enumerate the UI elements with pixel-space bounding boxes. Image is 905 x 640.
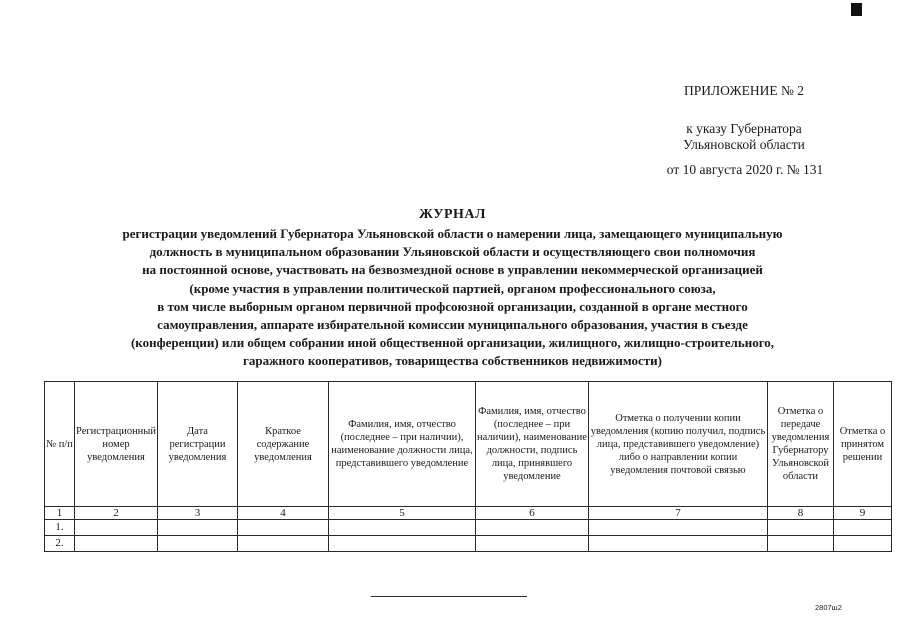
header-row [45,382,892,507]
table-cell [237,520,328,536]
col-header-number: № п/п [45,382,75,507]
col-header-reg-date: Дата регистрации уведомления [157,382,237,507]
col-header-summary: Краткое содержание уведомления [237,382,328,507]
table-cell [588,536,767,552]
column-number: 1 [45,507,75,520]
subtitle-line: на постоянной основе, участвовать на безвозмездной основе в управлении некоммерческой организацией [142,262,763,278]
column-number: 9 [833,507,891,520]
col-header-transfer-mark: Отметка о передаче уведомления Губернатору Ульяновской области [767,382,833,507]
table-cell [767,536,833,552]
col-header-submitter: Фамилия, имя, отчество (последнее – при наличии), наименование должности лица, представившего уведомление [328,382,475,507]
register-table [44,381,892,552]
corner-tab-mark [851,3,862,16]
table-cell [833,536,891,552]
document-code: 2807ш2 [815,603,842,612]
row-number: 1. [45,520,75,536]
subtitle-line: в том числе выборным органом первичной профсоюзной организации, созданной в органе местного [157,298,748,314]
subtitle-line: гаражного кооперативов, товарищества собственников недвижимости) [242,353,663,369]
column-number-row [45,507,892,520]
subtitle-line: регистрации уведомлений Губернатора Ульяновской области о намерении лица, замещающего муниципальную [122,226,783,241]
col-header-decision-mark: Отметка о принятом решении [833,382,891,507]
table-cell [328,520,475,536]
decree-date: от 10 августа 2020 г. № 131 [666,162,824,177]
table-cell [237,536,328,552]
journal-subtitle [45,225,860,371]
column-number: 8 [767,507,833,520]
table-cell [767,520,833,536]
subtitle-line: самоуправления, аппарате избирательной комиссии муниципального образования, участия в съезде [157,317,748,333]
col-header-copy-mark: Отметка о получении копии уведомления (копию получил, подпись лица, представившего уведомление) либо о направлении копии уведомления почтовой связью [588,382,767,507]
table-cell [833,520,891,536]
table-row [45,536,892,552]
table-cell [75,520,158,536]
column-number: 5 [328,507,475,520]
row-number: 2. [45,536,75,552]
decree-line-2: Ульяновской области [683,137,805,152]
appendix-number: ПРИЛОЖЕНИЕ № 2 [683,83,805,98]
table-cell [75,536,158,552]
subtitle-line: (кроме участия в управлении политической партией, органом профессионального союза, [189,280,716,296]
decree-line-1: к указу Губернатора [686,121,802,136]
column-number: 7 [588,507,767,520]
column-number: 2 [75,507,158,520]
table-cell [157,520,237,536]
table-row [45,520,892,536]
col-header-receiver: Фамилия, имя, отчество (последнее – при наличии), наименование должности, подпись лица, принявшего уведомление [475,382,588,507]
column-number: 3 [157,507,237,520]
closing-rule [371,596,527,597]
table-cell [328,536,475,552]
col-header-reg-number: Регистрационный номер уведомления [75,382,158,507]
table-cell [157,536,237,552]
column-number: 4 [237,507,328,520]
decree-reference [664,121,824,153]
table-cell [475,520,588,536]
table-cell [475,536,588,552]
subtitle-line: должность в муниципальном образовании Ульяновской области и осуществляющего свои полномочия [149,244,756,260]
subtitle-line: (конференции) или общем собрании иной общественной организации, жилищного, жилищно-строительного, [130,335,775,351]
column-number: 6 [475,507,588,520]
table-cell [588,520,767,536]
journal-title: ЖУРНАЛ [419,207,486,222]
